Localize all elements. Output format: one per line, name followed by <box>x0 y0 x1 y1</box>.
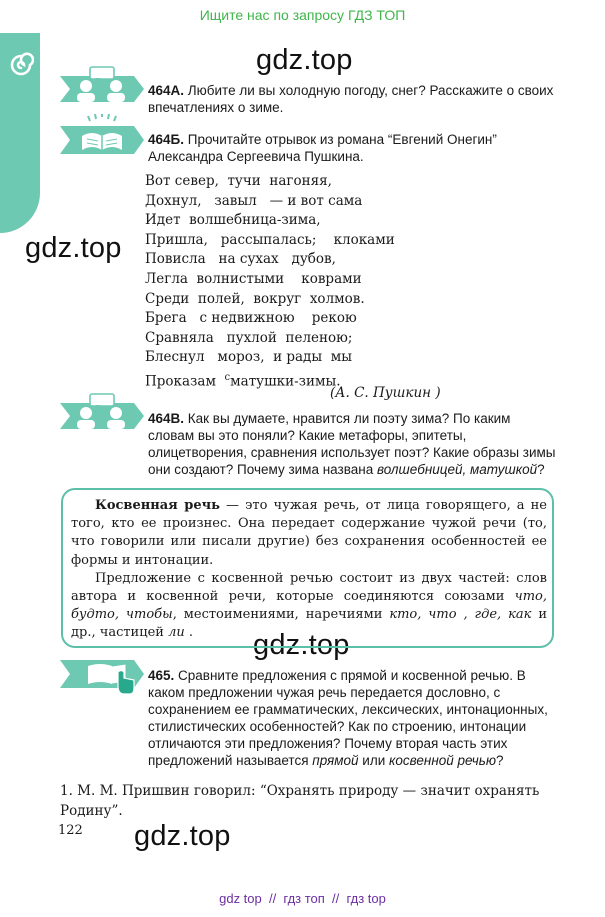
poem <box>145 172 405 392</box>
rule-term: Косвенная речь <box>95 498 220 513</box>
watermark: gdz.top <box>25 232 122 264</box>
watermark: gdz.top <box>256 44 353 76</box>
rule-paragraph <box>71 570 547 643</box>
task-number: 464Б. <box>148 132 184 147</box>
book-reading-icon <box>60 114 144 154</box>
watermark: gdz.top <box>134 820 231 852</box>
poem-line: Идет волшебница-зима, <box>145 212 321 229</box>
dialog-icon <box>60 393 144 429</box>
task-text: Любите ли вы холодную погоду, снег? Расскажите о своих впечатлениях о зиме. <box>148 83 554 115</box>
top-banner: Ищите нас по запросу ГДЗ ТОП <box>199 7 406 23</box>
author-text: (А. С. Пушкин ) <box>330 385 441 401</box>
poem-line: Среди полей, вокруг холмов. <box>145 290 365 307</box>
poem-line: Брега с недвижною рекою <box>145 310 357 327</box>
task-464b <box>148 131 556 165</box>
rule-span: Предложение с косвенной речью состоит из двух частей: слов автора и косвенной речи, которые соединяются союзами <box>71 570 547 605</box>
task-text: Как вы думаете, нравится ли поэту зима? По каким словам вы это поняли? Какие метафоры, эпитеты, олицетворения, сравнения использует поэт? Какие образы зимы они создают? Почему зима названа <box>148 411 556 477</box>
pointing-hand-icon <box>60 660 144 696</box>
task-465 <box>148 667 558 769</box>
rule-text <box>71 497 547 643</box>
watermark: gdz.top <box>253 629 350 661</box>
rule-paragraph <box>71 497 547 570</box>
task-464v <box>148 410 556 478</box>
poem-line: Повисла на сухах дубов, <box>145 251 336 268</box>
task-text: Сравните предложения с прямой и косвенной речью. В каком предложении чужая речь передается дословно, с сохранением ее грамматических, лексических, интонационных, стилистических особенностей? Как по строению, интонации отличаются эти предложения? Почему вторая часть этих предложений называется <box>148 668 548 768</box>
poem-author <box>330 385 441 401</box>
task-text: ? <box>537 462 545 477</box>
poem-line: Блеснул мороз, и рады мы <box>145 349 352 366</box>
rule-span: , местоимениями, наречиями <box>172 607 390 623</box>
rule-span: . <box>184 625 193 641</box>
task-text: ? <box>496 753 504 768</box>
poem-line: Вот север, тучи нагоняя, <box>145 173 332 189</box>
task-emphasis: косвенной речью <box>389 753 497 768</box>
rule-span: и др., частицей <box>71 607 548 641</box>
task-number: 464В. <box>148 411 185 426</box>
task-text: Прочитайте отрывок из романа “Евгений Онегин” Александра Сергеевича Пушкина. <box>148 132 497 164</box>
rule-emphasis: что, будто, чтобы <box>71 589 547 623</box>
swirl-icon <box>8 52 34 78</box>
page-number: 122 <box>58 823 83 838</box>
poem-line: Пришла, рассыпалась; клоками <box>145 231 395 248</box>
rule-span: — это чужая речь, от лица говорящего, а не того, кто ее произнес. Она передает содержание чужой речи (то, что говорили или писали другие) без сохранения особенностей ее формы и интонации. <box>71 498 547 568</box>
poem-line: Легла волнистыми коврами <box>145 270 362 287</box>
poem-word: Проказам <box>145 373 216 390</box>
task-text: или <box>358 753 390 768</box>
rule-emphasis: ли <box>168 625 185 641</box>
task-emphasis: волшебницей, матушкой <box>376 462 538 477</box>
rule-emphasis: кто, что , где, как <box>389 607 532 623</box>
dialog-icon <box>60 66 144 102</box>
task-emphasis: прямой <box>312 753 359 768</box>
task-464a <box>148 82 556 116</box>
poem-line: Дохнул, завыл — и вот сама <box>145 192 363 209</box>
task-number: 464А. <box>148 83 185 98</box>
task-number: 465. <box>148 668 175 683</box>
poem-line: Сравняла пухлой пеленою; <box>145 329 353 346</box>
poem-sup: с <box>224 371 231 383</box>
bottom-banner: gdz top // гдз топ // гдз top <box>219 891 386 906</box>
poem-word: матушки-зимы. <box>230 373 341 390</box>
example-sentence: 1. М. М. Пришвин говорил: “Охранять природу — значит охранять Родину”. <box>60 783 540 819</box>
